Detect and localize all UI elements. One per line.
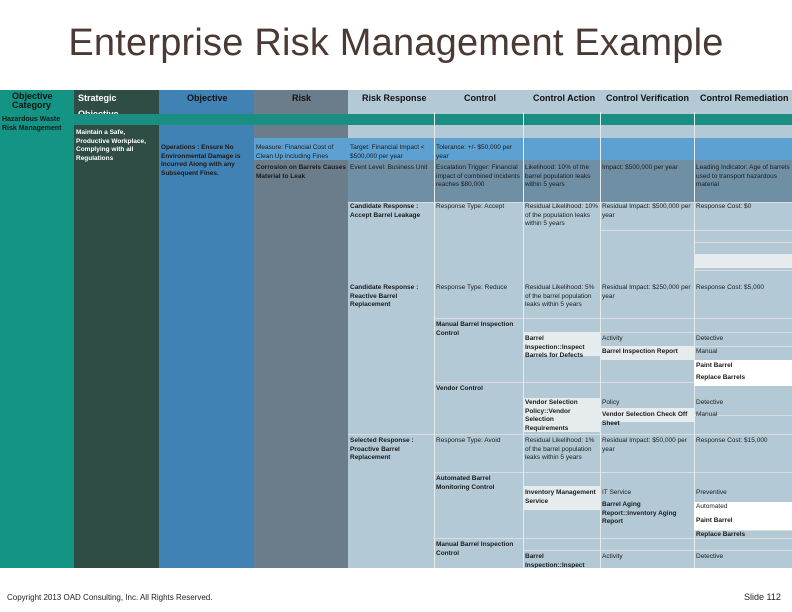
candidate-1-cost: Response Cost: $0 — [696, 203, 752, 210]
manual-inspection-detective: Detective — [696, 335, 724, 342]
manual-inspection-activity-2: Activity — [602, 553, 623, 560]
inherent-impact: Impact: $500,000 per year — [602, 164, 678, 171]
header-risk-response: Risk Response — [348, 90, 434, 112]
vendor-policy: Policy — [602, 399, 620, 406]
preventive: Preventive — [696, 489, 727, 496]
automated-monitoring-control: Automated Barrel Monitoring Control — [436, 475, 495, 491]
row-divider — [523, 550, 792, 551]
manual-inspection-control-2: Manual Barrel Inspection Control — [436, 541, 514, 557]
selected-residual-likelihood: Residual Likelihood: 1% of the barrel population leaks within 5 years — [525, 437, 595, 462]
vendor-selection-check: Vendor Selection Check Off Sheet — [602, 411, 688, 427]
candidate-2-residual-likelihood: Residual Likelihood: 5% of the barrel population leaks within 5 years — [525, 284, 595, 309]
manual-inspection-detective-2: Detective — [696, 553, 724, 560]
vendor-selection-action: Vendor Selection Policy::Vendor Selection Requirements — [525, 399, 578, 432]
strategic-objective-text: Maintain a Safe, Productive Workplace, Complying with all Regulations — [76, 129, 146, 162]
selected-response: Selected Response : Proactive Barrel Replacement — [350, 437, 414, 462]
risk-event-level: Event Level: Business Unit — [350, 164, 428, 171]
row-divider — [434, 472, 792, 473]
vendor-control: Vendor Control — [436, 385, 483, 392]
it-service: IT Service — [602, 489, 632, 496]
selected-residual-impact: Residual Impact: $50,000 per year — [602, 437, 687, 453]
objective-category-text: Hazardous Waste Risk Management — [2, 116, 62, 132]
header-control-remediation: Control Remediation — [694, 90, 792, 112]
risk-target: Target: Financial Impact < $500,000 per year — [350, 144, 425, 160]
manual-inspection-activity: Activity — [602, 335, 623, 342]
remediation-replace-barrels: Replace Barrels — [696, 374, 746, 381]
candidate-1-residual-impact: Residual Impact: $500,000 per year — [602, 203, 691, 219]
slide-number: Slide 112 — [744, 592, 781, 602]
erm-table — [0, 90, 792, 568]
vendor-manual: Manual — [696, 411, 718, 418]
barrel-aging-report: Barrel Aging Report::Inventory Aging Report — [602, 501, 677, 526]
remediation-paint-barrel-2: Paint Barrel — [696, 517, 733, 524]
candidate-2-type: Response Type: Reduce — [436, 284, 508, 291]
objective-text: Operations : Ensure No Environmental Damage is Incurred Along with any Subsequent Fines. — [161, 144, 241, 177]
row-divider — [434, 318, 792, 319]
header-control-action: Control Action — [523, 90, 600, 112]
col-objective-category — [0, 90, 74, 568]
risk-measure: Measure: Financial Cost of Clean Up including Fines — [256, 144, 334, 160]
copyright-notice: Copyright 2013 OAD Consulting, Inc. All Rights Reserved. — [7, 593, 213, 602]
inventory-management-service: Inventory Management Service — [525, 489, 596, 505]
candidate-response-1: Candidate Response : Accept Barrel Leakage — [350, 203, 421, 219]
risk-event: Corrosion on Barrels Causes Material to Leak — [256, 164, 346, 180]
header-objective: Objective — [159, 90, 254, 112]
manual-inspection-manual: Manual — [696, 348, 718, 355]
risk-tolerance: Tolerance: +/- $50,000 per year — [436, 144, 513, 160]
candidate-1-residual-likelihood: Residual Likelihood: 10% of the population leaks within 5 years — [525, 203, 598, 228]
header-objective-category: Objective Category — [0, 90, 74, 114]
manual-inspection-action: Barrel Inspection::Inspect Barrels for Defects — [525, 335, 585, 360]
highlight-cell — [694, 254, 792, 268]
vendor-detective: Detective — [696, 399, 724, 406]
remediation-paint-barrel: Paint Barrel — [696, 362, 733, 369]
leading-indicator: Leading Indicator: Age of barrels used to transport hazardous material — [696, 164, 790, 189]
manual-inspection-report: Barrel Inspection Report — [602, 348, 678, 355]
inherent-likelihood: Likelihood: 10% of the barrel population leaks within 5 years — [525, 164, 591, 189]
selected-cost: Response Cost: $15,000 — [696, 437, 768, 444]
candidate-2-cost: Response Cost: $5,000 — [696, 284, 764, 291]
remediation-replace-barrels-2: Replace Barrels — [696, 531, 746, 538]
header-strategic-objective: Strategic — [74, 90, 159, 112]
row-divider — [694, 242, 792, 243]
candidate-2-residual-impact: Residual Impact: $250,000 per year — [602, 284, 691, 300]
slide-title: Enterprise Risk Management Example — [68, 22, 724, 64]
candidate-1-type: Response Type: Accept — [436, 203, 505, 210]
escalation-trigger: Escalation Trigger: Financial impact of combined incidents reaches $80,000 — [436, 164, 520, 189]
row-divider — [600, 230, 792, 231]
row-divider — [694, 270, 792, 271]
header-risk: Risk — [254, 90, 348, 112]
header-control-verification: Control Verification — [600, 90, 694, 112]
automated: Automated — [696, 503, 728, 510]
category-band — [74, 114, 792, 125]
candidate-response-2: Candidate Response : Reactive Barrel Replacement — [350, 284, 419, 309]
manual-inspection-control: Manual Barrel Inspection Control — [436, 321, 514, 337]
header-control: Control — [434, 90, 523, 112]
selected-type: Response Type: Avoid — [436, 437, 501, 444]
manual-inspection-action-2: Barrel Inspection::Inspect — [525, 553, 585, 568]
